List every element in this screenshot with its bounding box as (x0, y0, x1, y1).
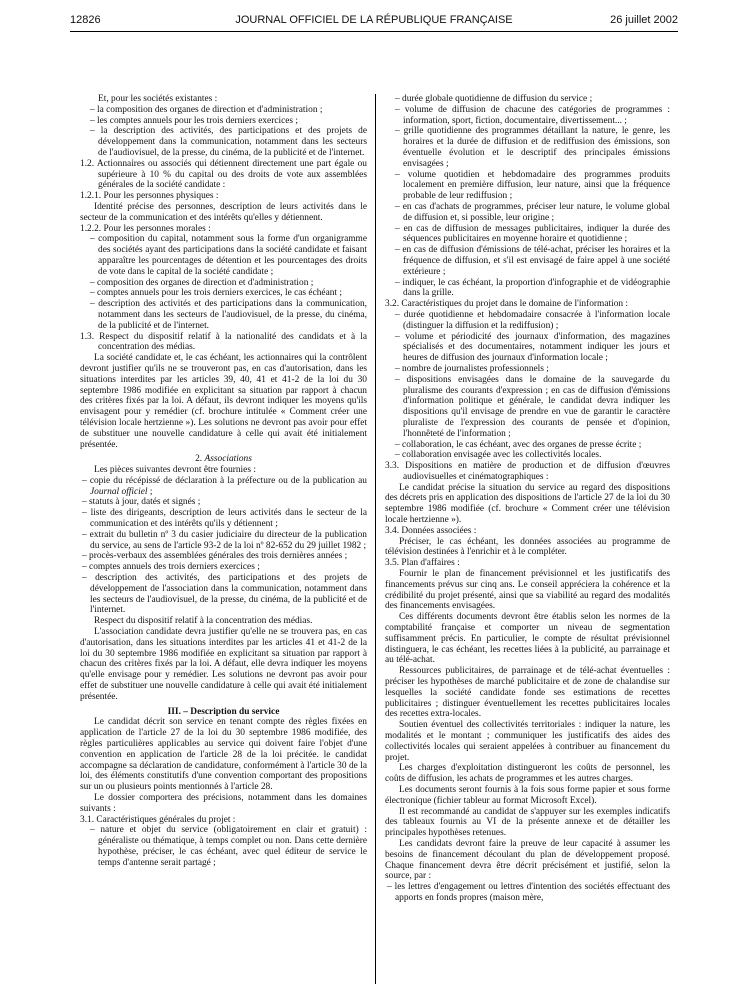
paragraph: – volume et périodicité des journaux d'information, des magazines spécialisés et des documentaires, notamment indiquer les jours et heures de diffusion des journaux d'information locale ; (395, 331, 670, 364)
paragraph: – extrait du bulletin nº 3 du casier judiciaire du directeur de la publication du service, au sens de l'article 93-2 de la loi nº 82-652 du 29 juillet 1982 ; (82, 529, 367, 551)
paragraph: Ces différents documents devront être établis selon les normes de la comptabilité française et comporter un niveau de segmentation suffisamment précis. En particulier, le compte de résultat prévisionnel distinguera, le cas échéant, les recettes liées à la publicité, au parrainage et au télé-achat. (385, 612, 670, 666)
page-number: 12826 (70, 14, 101, 26)
paragraph: – les comptes annuels pour les trois derniers exercices ; (90, 115, 299, 126)
paragraph: – durée globale quotidienne de diffusion du service ; (395, 94, 593, 104)
paragraph: Soutien éventuel des collectivités territoriales : indiquer la nature, les modalités et le montant ; communiquer les justificatifs des aides des collectivités locales qui seraient appelées à contribuer au financement du projet. (385, 720, 670, 763)
paragraph: – liste des dirigeants, description de leurs activités dans le secteur de la communication et des intérêts qu'ils y détiennent ; (82, 508, 367, 530)
paragraph: La société candidate et, le cas échéant, les actionnaires qui la contrôlent devront justifier qu'ils ne se trouveront pas, en cas d'autorisation, dans les situations interdites par les articles 39, 40, 41 et 41-2 de la loi du 30 septembre 1986 modifiée en explicitant sa situation par rapport à chacun des critères fixés par la loi. A défaut, ils devront indiquer les moyens qu'ils envisagent pour y remédier (cf. brochure intitulée « Comment créer une télévision locale hertzienne »). Les solutions ne devront pas avoir pour effet de substituer une nouvelle candidature à celle qui avait été initialement présentée. (80, 353, 367, 450)
paragraph: 3.2. Caractéristiques du projet dans le domaine de l'information : (385, 299, 629, 310)
paragraph: Fournir le plan de financement prévisionnel et les justificatifs des financements prévus sur cinq ans. Le conseil appréciera la cohérence et la crédibilité du projet présenté, ainsi que sa viabilité au regard des modalités des financements envisagées. (385, 569, 670, 612)
paragraph: Il est recommandé au candidat de s'appuyer sur les exemples indicatifs des tableaux fournis au VI de la présente annexe et de détailler les principales hypothèses retenues. (385, 806, 670, 839)
paragraph: – comptes annuels pour les trois derniers exercices, le cas échéant ; (90, 288, 342, 299)
paragraph: – copie du récépissé de déclaration à la préfecture ou de la publication au Journal officiel ; (82, 475, 367, 497)
paragraph: – collaboration envisagée avec les collectivités locales. (395, 450, 602, 461)
paragraph: 1.2.1. Pour les personnes physiques : (80, 191, 219, 202)
paragraph: Les candidats devront faire la preuve de leur capacité à assumer les besoins de financement découlant du plan de développement proposé. Chaque financement devra être décrit précisément et justifié, selon la source, par : (385, 838, 670, 882)
left-column (80, 94, 367, 869)
paragraph: – en cas d'achats de programmes, préciser leur nature, le volume global de diffusion et, si possible, leur origine ; (395, 201, 670, 223)
page-header (70, 14, 678, 32)
paragraph: Ressources publicitaires, de parrainage et de télé-achat éventuelles : préciser les hypothèses de marché publicitaire et de zone de chalandise sur lesquelles la société candidate fonde ses estimations de recettes publicitaires ; distinguer éventuellement les recettes publicitaires locales des recettes extra-locales. (385, 666, 670, 720)
paragraph: – indiquer, le cas échéant, la proportion d'infographie et de vidéographie dans la grille. (395, 277, 670, 299)
right-column (385, 94, 670, 904)
paragraph: – la description des activités, des participations et des projets de développement dans la communication, notamment dans les secteurs de l'audiovisuel, de la presse, du cinéma, de la publicité et de l'internet. (90, 126, 367, 158)
paragraph: 3.3. Dispositions en matière de production et de diffusion d'œuvres audiovisuelles et cinématographiques : (385, 461, 670, 482)
paragraph: – description des activités, des participations et des projets de développement de l'association dans la communication, notamment dans les secteurs de l'audiovisuel, de la presse, du cinéma, de la publicité et de l'internet. (82, 573, 367, 616)
paragraph: Respect du dispositif relatif à la concentration des médias. (94, 616, 313, 627)
paragraph: Les charges d'exploitation distingueront les coûts de personnel, les coûts de diffusion, les achats de programmes et les autres charges. (385, 763, 670, 785)
paragraph: – procès-verbaux des assemblées générales des trois dernières années ; (82, 551, 348, 562)
paragraph: – statuts à jour, datés et signés ; (82, 497, 201, 508)
paragraph: 3.1. Caractéristiques générales du projet : (80, 814, 236, 825)
column-divider (375, 94, 376, 984)
paragraph: 1.2.2. Pour les personnes morales : (80, 223, 211, 234)
paragraph: Les pièces suivantes devront être fournies : (94, 465, 256, 476)
paragraph: – nature et objet du service (obligatoirement en clair et gratuit) : généraliste ou thématique, à temps complet ou non. Dans cette dernière hypothèse, préciser, le cas échéant, avec quel éditeur de service le temps d'antenne serait partagé ; (90, 825, 367, 868)
paragraph: – en cas de diffusion de messages publicitaires, indiquer la durée des séquences publicitaires en moyenne horaire et quotidienne ; (395, 223, 670, 245)
paragraph: – la composition des organes de direction et d'administration ; (90, 104, 323, 115)
publication-date: 26 juillet 2002 (610, 14, 678, 26)
paragraph: – comptes annuels des trois derniers exercices ; (82, 562, 260, 573)
paragraph: 3.4. Données associées : (385, 525, 477, 536)
paragraph: 2. Associations (195, 454, 252, 465)
paragraph: Et, pour les sociétés existantes : (98, 94, 218, 104)
header-rule (70, 31, 678, 32)
paragraph: – description des activités et des participations dans la communication, notamment dans les secteurs de l'audiovisuel, de la presse, du cinéma, de la publicité et de l'internet. (90, 299, 367, 331)
paragraph: – en cas de diffusion d'émissions de télé-achat, préciser les horaires et la fréquence de diffusion, et s'il est envisagé de faire appel à une société extérieure ; (395, 245, 670, 277)
paragraph: Les documents seront fournis à la fois sous forme papier et sous forme électronique (fichier tableur au format Microsoft Excel). (385, 785, 670, 806)
paragraph: – les lettres d'engagement ou lettres d'intention des sociétés effectuant des apports en fonds propres (maison mère, (387, 882, 670, 903)
paragraph: 1.2. Actionnaires ou associés qui détiennent directement une part égale ou supérieure à 10 % du capital ou des droits de vote aux assemblées générales de la société candidate : (80, 158, 367, 191)
paragraph: Le candidat décrit son service en tenant compte des règles fixées en application de l'article 27 de la loi du 30 septembre 1986 modifiée, des règles particulières applicables au service qui doivent faire l'objet d'une convention en application de l'article 28 de la loi précitée. le candidat accompagne sa déclaration de candidature, conformément à l'article 30 de la loi, des éléments constitutifs d'une convention comportant des propositions sur un ou plusieurs points mentionnés à l'article 28. (80, 717, 367, 793)
paragraph: 1.3. Respect du dispositif relatif à la nationalité des candidats et à la concentration des médias. (80, 331, 367, 353)
paragraph: – dispositions envisagées dans le domaine de la sauvegarde du pluralisme des courants d'expression ; en cas de diffusion d'émissions d'information politique et générale, le candidat devra indiquer les dispositions qu'il envisage de prendre en vue de garantir le caractère pluraliste de l'expression des courants de pensée et d'opinion, l'honnêteté de l'information ; (395, 374, 670, 439)
paragraph: – volume de diffusion de chacune des catégories de programmes : information, sport, fiction, documentaire, divertissement... ; (395, 104, 670, 126)
paragraph: – grille quotidienne des programmes détaillant la nature, le genre, les horaires et la durée de diffusion et de rediffusion des émissions, son éventuelle évolution et le descriptif des principales émissions envisagées ; (395, 126, 670, 169)
paragraph: Le candidat précise la situation du service au regard des dispositions des décrets pris en application des dispositions de l'article 27 de la loi du 30 septembre 1986 modifiée (cf. brochure « Comment créer une télévision locale hertzienne »). (385, 482, 670, 526)
paragraph: Préciser, le cas échéant, les données associées au programme de télévision destinées à l'enrichir et à le compléter. (385, 536, 670, 558)
paragraph: – volume quotidien et hebdomadaire des programmes produits localement en première diffusion, leur nature, ainsi que la fréquence probable de leur rediffusion ; (395, 169, 670, 202)
paragraph: L'association candidate devra justifier qu'elle ne se trouvera pas, en cas d'autorisation, dans les situations interdites par les articles 41 et 41-2 de la loi du 30 septembre 1986 modifiée en explicitant sa situation par rapport à chacun des critères fixés par la loi. A défaut, elle devra indiquer les moyens qu'elle envisage pour y remédier. Les solutions ne devront pas avoir pour effet de substituer une nouvelle candidature à celle qui avait été initialement présentée. (80, 627, 367, 702)
paragraph: Le dossier comportera des précisions, notamment dans les domaines suivants : (80, 793, 367, 814)
paragraph: Identité précise des personnes, description de leurs activités dans le secteur de la communication et des intérêts qu'elles y détiennent. (80, 201, 367, 223)
paragraph: 3.5. Plan d'affaires : (385, 558, 460, 569)
journal-title: JOURNAL OFFICIEL DE LA RÉPUBLIQUE FRANÇAISE (235, 14, 513, 26)
paragraph: – nombre de journalistes professionnels ; (395, 363, 549, 374)
paragraph: – composition du capital, notamment sous la forme d'un organigramme des sociétés ayant des participations dans la société candidate et faisant apparaître les pourcentages de détention et les pourcentages des droits de vote dans le capital de la société candidate ; (90, 234, 367, 277)
paragraph: – durée quotidienne et hebdomadaire consacrée à l'information locale (distinguer la diffusion et la rediffusion) ; (395, 309, 670, 331)
paragraph: – composition des organes de direction et d'administration ; (90, 277, 314, 288)
paragraph: III. – Description du service (167, 706, 280, 717)
paragraph: – collaboration, le cas échéant, avec des organes de presse écrite ; (395, 439, 642, 450)
